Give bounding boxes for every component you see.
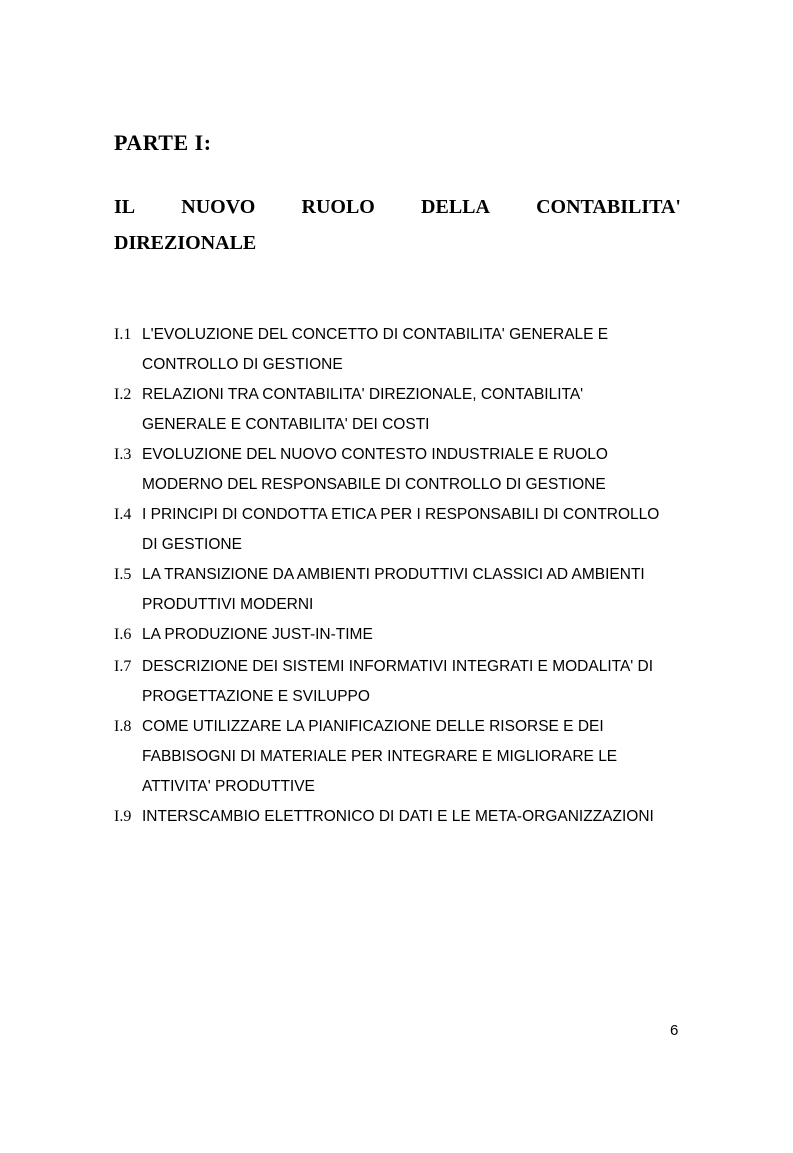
- toc-item-1-3: [114, 440, 694, 500]
- toc-line: I PRINCIPI DI CONDOTTA ETICA PER I RESPONSABILI DI CONTROLLO: [142, 506, 660, 523]
- section-title: [114, 189, 681, 261]
- toc-number: I.9: [114, 808, 132, 825]
- toc-number: I.4: [114, 506, 132, 523]
- toc-line: L'EVOLUZIONE DEL CONCETTO DI CONTABILITA' GENERALE E: [142, 326, 609, 343]
- toc-line: RELAZIONI TRA CONTABILITA' DIREZIONALE, CONTABILITA': [142, 386, 584, 403]
- toc-number: I.3: [114, 446, 132, 463]
- toc-line: COME UTILIZZARE LA PIANIFICAZIONE DELLE RISORSE E DEI: [142, 718, 604, 735]
- toc-text: [140, 620, 694, 650]
- page-number: 6: [670, 1022, 679, 1039]
- section-title-word: DELLA: [421, 196, 490, 218]
- toc-number: I.8: [114, 718, 132, 735]
- toc-text: [140, 652, 694, 712]
- toc-text: [140, 320, 694, 380]
- toc-line: EVOLUZIONE DEL NUOVO CONTESTO INDUSTRIALE E RUOLO: [142, 446, 608, 463]
- toc-line: ATTIVITA' PRODUTTIVE: [142, 778, 315, 795]
- toc-item-1-6: [114, 620, 694, 650]
- toc-text: [140, 500, 694, 560]
- toc-line: FABBISOGNI DI MATERIALE PER INTEGRARE E MIGLIORARE LE: [142, 748, 618, 765]
- toc-line: MODERNO DEL RESPONSABILE DI CONTROLLO DI GESTIONE: [142, 476, 606, 493]
- toc-item-1-1: [114, 320, 694, 380]
- toc-number: I.2: [114, 386, 132, 403]
- toc-text: [140, 802, 694, 832]
- section-title-line-2: DIREZIONALE: [114, 232, 257, 254]
- toc-line: CONTROLLO DI GESTIONE: [142, 356, 343, 373]
- toc-line: GENERALE E CONTABILITA' DEI COSTI: [142, 416, 430, 433]
- toc-line: DESCRIZIONE DEI SISTEMI INFORMATIVI INTEGRATI E MODALITA' DI: [142, 658, 654, 675]
- toc-item-1-8: [114, 712, 694, 802]
- toc-number: I.6: [114, 626, 132, 643]
- section-title-word: RUOLO: [301, 196, 375, 218]
- table-of-contents: [114, 320, 694, 832]
- toc-line: INTERSCAMBIO ELETTRONICO DI DATI E LE META-ORGANIZZAZIONI: [142, 808, 654, 825]
- toc-item-1-7: [114, 652, 694, 712]
- toc-text: [140, 712, 694, 802]
- toc-text: [140, 560, 694, 620]
- section-title-word: IL: [114, 196, 136, 218]
- toc-number: I.7: [114, 658, 132, 675]
- toc-line: DI GESTIONE: [142, 536, 242, 553]
- toc-text: [140, 440, 694, 500]
- section-title-line-1: [114, 189, 681, 225]
- section-title-word: CONTABILITA': [536, 196, 681, 218]
- part-title: PARTE I:: [114, 130, 212, 155]
- toc-item-1-5: [114, 560, 694, 620]
- toc-text: [140, 380, 694, 440]
- toc-item-1-4: [114, 500, 694, 560]
- toc-item-1-2: [114, 380, 694, 440]
- section-title-word: NUOVO: [181, 196, 256, 218]
- toc-item-1-9: [114, 802, 694, 832]
- toc-line: LA PRODUZIONE JUST-IN-TIME: [142, 626, 373, 643]
- toc-line: LA TRANSIZIONE DA AMBIENTI PRODUTTIVI CLASSICI AD AMBIENTI: [142, 566, 645, 583]
- toc-line: PRODUTTIVI MODERNI: [142, 596, 314, 613]
- toc-line: PROGETTAZIONE E SVILUPPO: [142, 688, 370, 705]
- toc-number: I.5: [114, 566, 132, 583]
- toc-number: I.1: [114, 326, 132, 343]
